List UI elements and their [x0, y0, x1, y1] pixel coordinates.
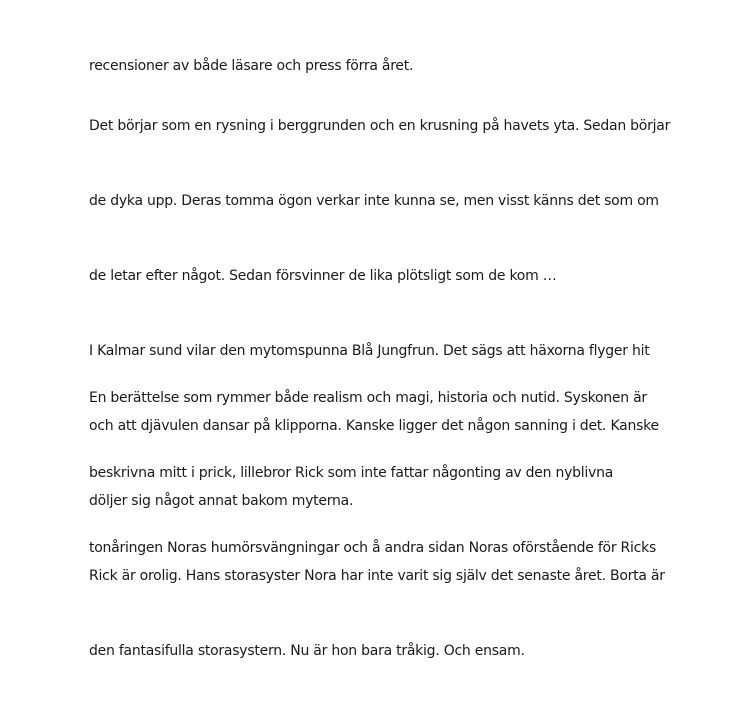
- text-line: recensioner av både läsare och press förra året.: [89, 58, 414, 74]
- text-line: beskrivna mitt i prick, lillebror Rick som inte fattar någonting av den nyblivna: [89, 465, 614, 481]
- text-line: En berättelse som rymmer både realism och magi, historia och nutid. Syskonen är: [89, 390, 647, 406]
- text-line: och att djävulen dansar på klipporna. Kanske ligger det någon sanning i det. Kanske: [89, 418, 659, 434]
- text-line: döljer sig något annat bakom myterna.: [89, 493, 354, 509]
- text-line: Det börjar som en rysning i berggrunden och en krusning på havets yta. Sedan börjar: [89, 118, 671, 134]
- paragraph-review: [89, 336, 729, 611]
- text-line: tonåringen Noras humörsvängningar och å andra sidan Noras oförstående för Ricks: [89, 540, 657, 556]
- text-line: Rick är orolig. Hans storasyster Nora har inte varit sig själv det senaste året. Borta är: [89, 568, 665, 584]
- text-line: I Kalmar sund vilar den mytomspunna Blå Jungfrun. Det sägs att häxorna flyger hit: [89, 343, 650, 359]
- text-line: de letar efter något. Sedan försvinner de lika plötsligt som de kom …: [89, 268, 557, 284]
- text-line: den fantasifulla storasystern. Nu är hon bara tråkig. Och ensam.: [89, 643, 525, 659]
- text-line: de dyka upp. Deras tomma ögon verkar inte kunna se, men visst känns det som om: [89, 193, 659, 209]
